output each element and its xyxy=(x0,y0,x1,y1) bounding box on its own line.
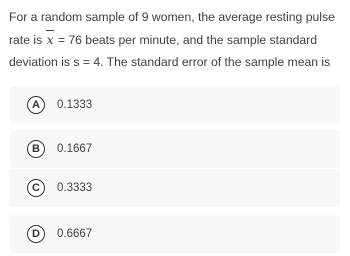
answer-option-a[interactable] xyxy=(10,86,340,124)
option-value: 0.1333 xyxy=(57,99,93,111)
question-line-3: deviation is s = 4. The standard error of the sample mean is xyxy=(9,55,331,69)
option-letter-badge: C xyxy=(27,179,45,197)
question-text xyxy=(9,6,343,74)
question-line-2-prefix: rate is xyxy=(9,32,46,47)
option-value: 0.3333 xyxy=(57,182,93,194)
option-letter-badge: B xyxy=(27,140,45,158)
answer-option-b[interactable] xyxy=(10,130,340,168)
question-line-2-suffix: = 76 beats per minute, and the sample standard xyxy=(54,32,317,47)
option-letter-badge: D xyxy=(27,225,45,243)
option-letter-badge: A xyxy=(27,96,45,114)
option-value: 0.1667 xyxy=(57,143,93,155)
answer-option-c[interactable] xyxy=(10,169,340,207)
question-line-1: For a random sample of 9 women, the average resting pulse xyxy=(9,10,335,24)
option-value: 0.6667 xyxy=(57,228,93,240)
answer-option-d[interactable] xyxy=(10,215,340,253)
x-bar-symbol: x xyxy=(46,29,55,52)
question-line-2 xyxy=(9,29,343,52)
